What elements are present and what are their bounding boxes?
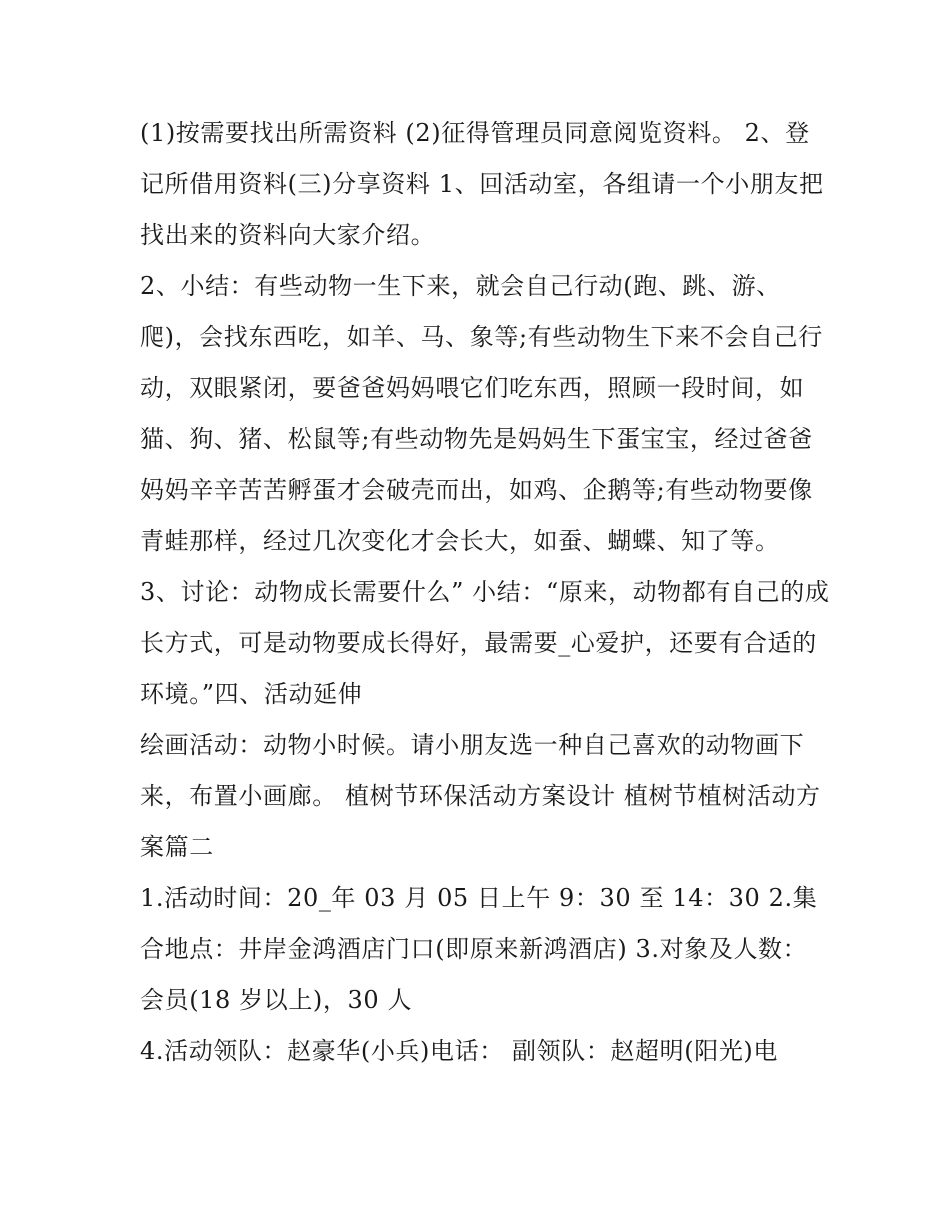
- paragraph-discussion: 3、讨论：动物成长需要什么” 小结：“原来，动物都有自己的成长方式，可是动物要成长得好，最需要_心爱护，还要有合适的环境。”四、活动延伸: [140, 578, 830, 708]
- paragraph-library-steps: (1)按需要找出所需资料 (2)征得管理员同意阅览资料。 2、登记所借用资料(三)分享资料 1、回活动室，各组请一个小朋友把找出来的资料向大家介绍。: [140, 119, 824, 249]
- paragraph-event-details: 1.活动时间：20_年 03 月 05 日上午 9：30 至 14：30 2.集合地点：井岸金鸿酒店门口(即原来新鸿酒店) 3.对象及人数：会员(18 岁以上)，30 人: [140, 884, 818, 1014]
- document-body: [140, 108, 830, 1077]
- paragraph-drawing-activity: 绘画活动：动物小时候。请小朋友选一种自己喜欢的动物画下来，布置小画廊。 植树节环保活动方案设计 植树节植树活动方案篇二: [140, 731, 821, 861]
- paragraph-event-leaders: 4.活动领队：赵豪华(小兵)电话： 副领队：赵超明(阳光)电: [140, 1037, 778, 1065]
- paragraph-summary-animals: 2、小结：有些动物一生下来，就会自己行动(跑、跳、游、爬)，会找东西吃，如羊、马、象等;有些动物生下来不会自己行动，双眼紧闭，要爸爸妈妈喂它们吃东西，照顾一段时间，如猫、狗、猪、松鼠等;有些动物先是妈妈生下蛋宝宝，经过爸爸妈妈辛辛苦苦孵蛋才会破壳而出，如鸡、企鹅等;有些动物要像青蛙那样，经过几次变化才会长大，如蚕、蝴蝶、知了等。: [140, 272, 823, 555]
